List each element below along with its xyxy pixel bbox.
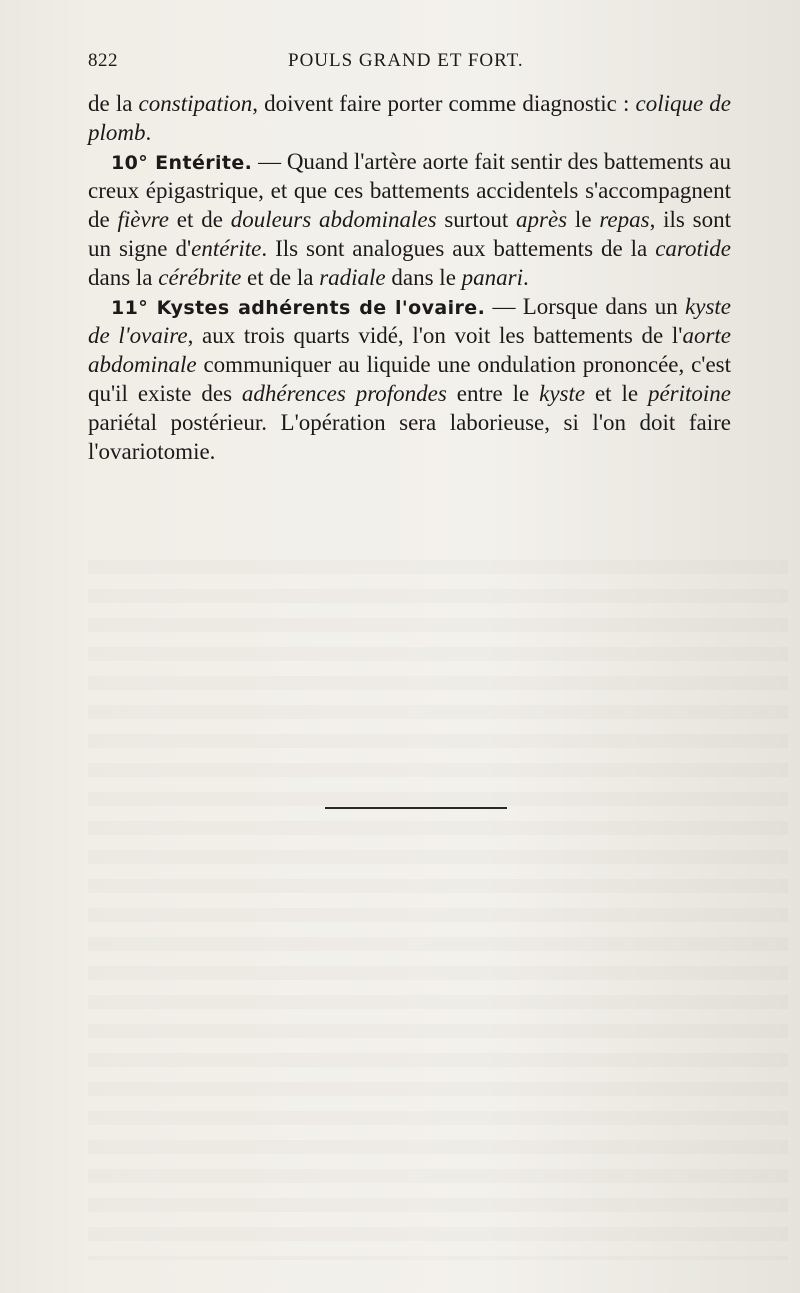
text-run: surtout <box>436 207 517 233</box>
text-run: entre le <box>446 380 540 406</box>
italic-term: kyste <box>539 380 586 406</box>
text-run: communiquer au liquide une ondulation prononcée, c'est qu'il existe des <box>88 352 731 406</box>
italic-term: fièvre <box>117 207 170 233</box>
text-run: dans le <box>385 264 462 290</box>
italic-term: constipation <box>138 91 253 116</box>
italic-term: entérite <box>191 235 262 261</box>
text-run: de la <box>88 91 139 116</box>
section-heading: 10° Entérite. <box>111 151 253 174</box>
page-body <box>88 90 731 466</box>
text-run: dans la <box>88 264 159 290</box>
text-run: — Lorsque dans un <box>485 293 686 319</box>
text-run: , doivent faire porter comme diagnostic : <box>252 91 636 116</box>
italic-term: douleurs abdominales <box>230 207 437 233</box>
text-run: le <box>567 207 600 233</box>
italic-term: colique de plomb <box>88 91 732 145</box>
italic-term: panari <box>461 264 523 290</box>
text-run: . <box>145 119 152 145</box>
section-heading: 11° Kystes adhérents de l'ovaire. <box>111 296 486 319</box>
show-through-texture <box>88 560 788 1260</box>
text-run: , ils sont un signe d' <box>88 207 731 261</box>
italic-term: repas <box>599 207 650 233</box>
italic-term: kyste de l'ovaire <box>88 293 732 349</box>
text-run: — Quand l'artère aorte fait sentir des battements au creux épigastrique, et que ces battements accidentels s'accompagnent de <box>88 148 731 233</box>
text-run: . <box>523 264 529 290</box>
paragraph-continuation <box>88 90 731 148</box>
running-title: POULS GRAND ET FORT. <box>288 50 524 71</box>
page-header <box>88 50 732 80</box>
italic-term: carotide <box>655 235 731 261</box>
end-rule-divider <box>325 807 507 809</box>
italic-term: radiale <box>319 264 386 290</box>
italic-term: adhérences profondes <box>241 380 447 406</box>
paragraph-kystes <box>88 293 731 467</box>
text-run: , aux trois quarts vidé, l'on voit les battements de l' <box>187 323 683 349</box>
page-number: 822 <box>88 50 118 71</box>
italic-term: cérébrite <box>158 264 242 290</box>
text-run: et de la <box>241 264 320 290</box>
text-run: et le <box>585 380 648 406</box>
italic-term: péritoine <box>647 380 732 406</box>
text-run: . Ils sont analogues aux battements de la <box>261 235 656 261</box>
paragraph-enterite <box>88 148 731 293</box>
text-run: pariétal postérieur. L'opération sera laborieuse, si l'on doit faire l'ovariotomie. <box>88 409 731 464</box>
italic-term: après <box>516 207 568 233</box>
italic-term: aorte abdominale <box>88 323 731 378</box>
text-run: et de <box>169 207 231 233</box>
